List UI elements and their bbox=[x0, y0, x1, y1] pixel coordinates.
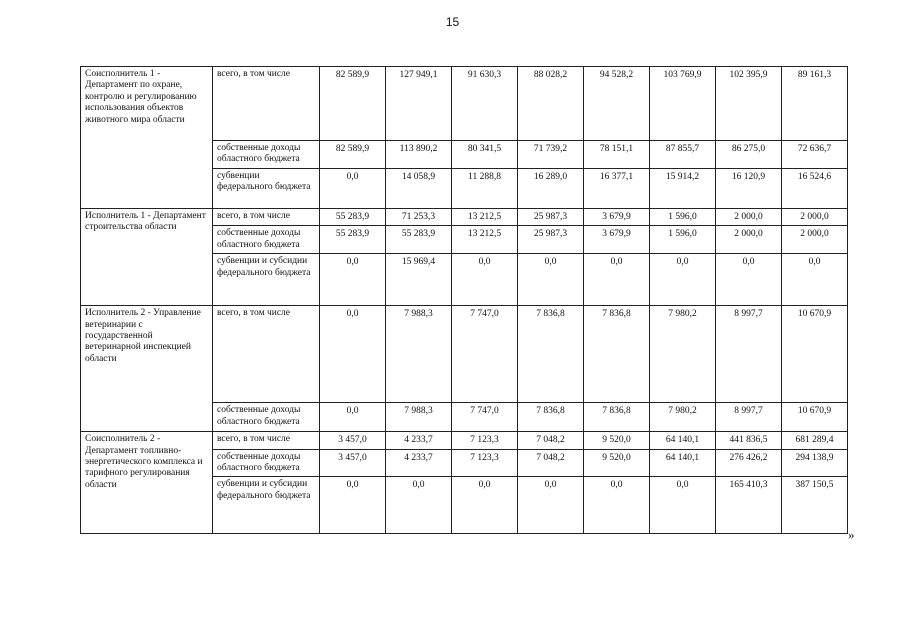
amount-cell: 0,0 bbox=[584, 254, 650, 306]
amount-cell: 8 997,7 bbox=[716, 306, 782, 403]
amount-cell: 15 914,2 bbox=[650, 169, 716, 209]
funding-source-cell: всего, в том числе bbox=[213, 306, 320, 403]
amount-cell: 276 426,2 bbox=[716, 449, 782, 477]
amount-cell: 103 769,9 bbox=[650, 67, 716, 141]
amount-cell: 165 410,3 bbox=[716, 477, 782, 534]
amount-cell: 4 233,7 bbox=[386, 449, 452, 477]
amount-cell: 25 987,3 bbox=[518, 209, 584, 226]
amount-cell: 10 670,9 bbox=[782, 403, 848, 432]
amount-cell: 71 739,2 bbox=[518, 141, 584, 169]
amount-cell: 91 630,3 bbox=[452, 67, 518, 141]
amount-cell: 0,0 bbox=[518, 254, 584, 306]
amount-cell: 0,0 bbox=[650, 254, 716, 306]
amount-cell: 7 747,0 bbox=[452, 403, 518, 432]
funding-source-cell: субвенции федерального бюджета bbox=[213, 169, 320, 209]
amount-cell: 102 395,9 bbox=[716, 67, 782, 141]
amount-cell: 89 161,3 bbox=[782, 67, 848, 141]
amount-cell: 94 528,2 bbox=[584, 67, 650, 141]
amount-cell: 3 679,9 bbox=[584, 226, 650, 254]
amount-cell: 7 836,8 bbox=[518, 403, 584, 432]
amount-cell: 7 836,8 bbox=[584, 403, 650, 432]
funding-source-cell: собственные доходы областного бюджета bbox=[213, 449, 320, 477]
amount-cell: 82 589,9 bbox=[320, 141, 386, 169]
funding-source-cell: собственные доходы областного бюджета bbox=[213, 141, 320, 169]
amount-cell: 2 000,0 bbox=[716, 226, 782, 254]
amount-cell: 25 987,3 bbox=[518, 226, 584, 254]
funding-source-cell: всего, в том числе bbox=[213, 432, 320, 449]
amount-cell: 3 457,0 bbox=[320, 449, 386, 477]
amount-cell: 71 253,3 bbox=[386, 209, 452, 226]
amount-cell: 9 520,0 bbox=[584, 432, 650, 449]
amount-cell: 0,0 bbox=[386, 477, 452, 534]
amount-cell: 0,0 bbox=[716, 254, 782, 306]
amount-cell: 0,0 bbox=[584, 477, 650, 534]
amount-cell: 441 836,5 bbox=[716, 432, 782, 449]
amount-cell: 2 000,0 bbox=[782, 209, 848, 226]
amount-cell: 55 283,9 bbox=[320, 226, 386, 254]
amount-cell: 0,0 bbox=[650, 477, 716, 534]
page-number: 15 bbox=[445, 15, 460, 29]
amount-cell: 7 980,2 bbox=[650, 403, 716, 432]
amount-cell: 8 997,7 bbox=[716, 403, 782, 432]
amount-cell: 7 980,2 bbox=[650, 306, 716, 403]
funding-source-cell: субвенции и субсидии федерального бюджета bbox=[213, 477, 320, 534]
amount-cell: 7 836,8 bbox=[518, 306, 584, 403]
amount-cell: 86 275,0 bbox=[716, 141, 782, 169]
amount-cell: 7 747,0 bbox=[452, 306, 518, 403]
amount-cell: 3 679,9 bbox=[584, 209, 650, 226]
amount-cell: 11 288,8 bbox=[452, 169, 518, 209]
amount-cell: 16 120,9 bbox=[716, 169, 782, 209]
amount-cell: 2 000,0 bbox=[716, 209, 782, 226]
amount-cell: 16 524,6 bbox=[782, 169, 848, 209]
table-row bbox=[81, 67, 848, 141]
amount-cell: 16 289,0 bbox=[518, 169, 584, 209]
amount-cell: 7 123,3 bbox=[452, 449, 518, 477]
amount-cell: 80 341,5 bbox=[452, 141, 518, 169]
amount-cell: 1 596,0 bbox=[650, 226, 716, 254]
amount-cell: 0,0 bbox=[452, 254, 518, 306]
funding-source-cell: всего, в том числе bbox=[213, 209, 320, 226]
amount-cell: 0,0 bbox=[518, 477, 584, 534]
amount-cell: 7 988,3 bbox=[386, 306, 452, 403]
amount-cell: 72 636,7 bbox=[782, 141, 848, 169]
table-row bbox=[81, 306, 848, 403]
amount-cell: 14 058,9 bbox=[386, 169, 452, 209]
amount-cell: 7 836,8 bbox=[584, 306, 650, 403]
amount-cell: 4 233,7 bbox=[386, 432, 452, 449]
amount-cell: 16 377,1 bbox=[584, 169, 650, 209]
amount-cell: 0,0 bbox=[320, 254, 386, 306]
amount-cell: 0,0 bbox=[782, 254, 848, 306]
amount-cell: 82 589,9 bbox=[320, 67, 386, 141]
amount-cell: 64 140,1 bbox=[650, 449, 716, 477]
amount-cell: 0,0 bbox=[320, 403, 386, 432]
amount-cell: 0,0 bbox=[320, 169, 386, 209]
executor-cell: Соисполнитель 1 - Департамент по охране, контролю и регулированию использования объектов животного мира области bbox=[81, 67, 213, 209]
amount-cell: 681 289,4 bbox=[782, 432, 848, 449]
funding-source-cell: субвенции и субсидии федерального бюджета bbox=[213, 254, 320, 306]
amount-cell: 9 520,0 bbox=[584, 449, 650, 477]
closing-quote: » bbox=[848, 527, 855, 542]
amount-cell: 1 596,0 bbox=[650, 209, 716, 226]
amount-cell: 127 949,1 bbox=[386, 67, 452, 141]
amount-cell: 113 890,2 bbox=[386, 141, 452, 169]
table-row bbox=[81, 432, 848, 449]
amount-cell: 78 151,1 bbox=[584, 141, 650, 169]
amount-cell: 0,0 bbox=[452, 477, 518, 534]
amount-cell: 55 283,9 bbox=[386, 226, 452, 254]
amount-cell: 7 123,3 bbox=[452, 432, 518, 449]
amount-cell: 88 028,2 bbox=[518, 67, 584, 141]
amount-cell: 64 140,1 bbox=[650, 432, 716, 449]
funding-source-cell: собственные доходы областного бюджета bbox=[213, 403, 320, 432]
amount-cell: 13 212,5 bbox=[452, 226, 518, 254]
amount-cell: 0,0 bbox=[320, 477, 386, 534]
funding-source-cell: всего, в том числе bbox=[213, 67, 320, 141]
amount-cell: 10 670,9 bbox=[782, 306, 848, 403]
amount-cell: 387 150,5 bbox=[782, 477, 848, 534]
amount-cell: 294 138,9 bbox=[782, 449, 848, 477]
amount-cell: 2 000,0 bbox=[782, 226, 848, 254]
amount-cell: 7 988,3 bbox=[386, 403, 452, 432]
amount-cell: 3 457,0 bbox=[320, 432, 386, 449]
amount-cell: 15 969,4 bbox=[386, 254, 452, 306]
amount-cell: 7 048,2 bbox=[518, 449, 584, 477]
table-row bbox=[81, 209, 848, 226]
amount-cell: 0,0 bbox=[320, 306, 386, 403]
amount-cell: 55 283,9 bbox=[320, 209, 386, 226]
executor-cell: Соисполнитель 2 - Департамент топливно-энергетического комплекса и тарифного регулирования области bbox=[81, 432, 213, 534]
amount-cell: 87 855,7 bbox=[650, 141, 716, 169]
amount-cell: 13 212,5 bbox=[452, 209, 518, 226]
executor-cell: Исполнитель 2 - Управление ветеринарии с государственной ветеринарной инспекцией области bbox=[81, 306, 213, 432]
executor-cell: Исполнитель 1 - Департамент строительства области bbox=[81, 209, 213, 306]
budget-table bbox=[80, 66, 848, 534]
amount-cell: 7 048,2 bbox=[518, 432, 584, 449]
funding-source-cell: собственные доходы областного бюджета bbox=[213, 226, 320, 254]
